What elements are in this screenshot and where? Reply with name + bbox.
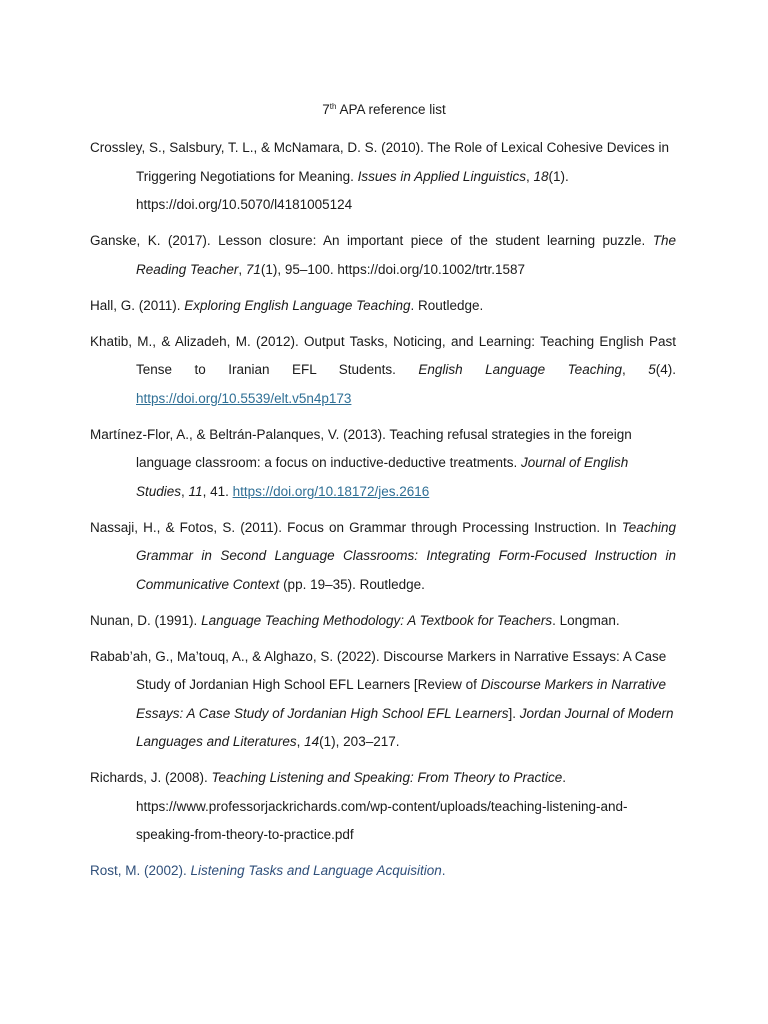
reference-entry-khatib <box>90 328 676 414</box>
title-prefix: 7 <box>322 102 330 117</box>
italic-text: Discourse Markers in Narrative Essays: A Case Study of Jordanian High School EFL Learners <box>136 677 666 721</box>
reference-entry-hall <box>90 292 676 321</box>
reference-entry-rababah <box>90 643 676 757</box>
italic-text: Teaching Listening and Speaking: From Theory to Practice <box>211 770 563 785</box>
reference-text: , <box>181 483 189 499</box>
reference-text: Richards, J. (2008). <box>90 770 212 785</box>
reference-text: . https://www.professorjackrichards.com/wp-content/uploads/teaching-listening-and-speaking-from-theory-to-practice.pdf <box>136 770 628 842</box>
reference-text: Rabab’ah, G., Ma’touq, A., & Alghazo, S. (2022). Discourse Markers in Narrative Essays: A Case Study of Jordanian High School EFL Learners [Review of <box>90 648 667 692</box>
italic-text: Teaching Grammar in Second Language Classrooms: Integrating Form-Focused Instruction in Communicative Context <box>136 519 676 592</box>
italic-text: Exploring English Language Teaching <box>184 297 411 313</box>
italic-text: English Language Teaching <box>418 362 622 377</box>
doi-link[interactable]: https://doi.org/10.18172/jes.2616 <box>232 483 430 499</box>
reference-entry-nassaji <box>90 514 676 600</box>
reference-text: (1), 95–100. https://doi.org/10.1002/trtr.1587 <box>260 261 526 277</box>
reference-text: Ganske, K. (2017). Lesson closure: An important piece of the student learning puzzle. <box>90 233 653 248</box>
reference-text: ]. <box>508 705 520 721</box>
reference-text: , <box>296 734 305 749</box>
italic-text: 5 <box>648 362 656 377</box>
reference-text: . Routledge. <box>410 297 484 313</box>
italic-text: Jordan Journal of Modern Languages and Literatures <box>136 705 674 749</box>
italic-text: 14 <box>304 734 320 749</box>
reference-text: , <box>238 261 246 277</box>
reference-text: Khatib, M., & Alizadeh, M. (2012). Output Tasks, Noticing, and Learning: Teaching English Past Tense to Iranian EFL Students. <box>90 333 676 377</box>
doi-link[interactable]: https://doi.org/10.5539/elt.v5n4p173 <box>136 390 352 406</box>
italic-text: Language Teaching Methodology: A Textbook for Teachers <box>201 612 553 628</box>
reference-text: , <box>621 362 649 377</box>
reference-text: Rost, M. (2002). <box>90 863 191 878</box>
italic-text: 18 <box>533 168 549 184</box>
reference-entry-crossley <box>90 134 676 220</box>
italic-text: Listening Tasks and Language Acquisition <box>190 863 442 878</box>
reference-text: Crossley, S., Salsbury, T. L., & McNamara, D. S. (2010). The Role of Lexical Cohesive Devices in Triggering Negotiations for Meaning. <box>90 140 669 184</box>
reference-list <box>90 134 676 893</box>
reference-text: , <box>525 168 534 184</box>
page-title <box>0 100 768 120</box>
italic-text: 71 <box>245 261 261 277</box>
reference-text: Nunan, D. (1991). <box>90 612 202 628</box>
reference-text: (1), 203–217. <box>319 734 400 749</box>
reference-text: (pp. 19–35). Routledge. <box>279 576 425 592</box>
reference-text: . <box>441 863 446 878</box>
reference-text: Hall, G. (2011). <box>90 297 185 313</box>
title-rest: APA reference list <box>336 102 446 117</box>
reference-text: (1). https://doi.org/10.5070/l4181005124 <box>136 168 569 212</box>
reference-entry-ganske <box>90 227 676 284</box>
reference-text: . Longman. <box>552 612 620 628</box>
reference-entry-rost <box>90 857 676 886</box>
italic-text: Issues in Applied Linguistics <box>357 168 526 184</box>
title-superscript: th <box>329 102 337 111</box>
reference-entry-nunan <box>90 607 676 636</box>
italic-text: Journal of English Studies <box>136 455 629 499</box>
reference-text: Nassaji, H., & Fotos, S. (2011). Focus on Grammar through Processing Instruction. In <box>90 519 622 535</box>
reference-text: Martínez-Flor, A., & Beltrán-Palanques, V. (2013). Teaching refusal strategies in the foreign language classroom: a focus on inductive-deductive treatments. <box>90 426 632 470</box>
italic-text: The Reading Teacher <box>136 233 676 277</box>
italic-text: 11 <box>188 483 203 499</box>
reference-entry-martinez <box>90 421 676 507</box>
reference-text: (4). <box>655 362 676 377</box>
reference-entry-richards <box>90 764 676 850</box>
reference-text: , 41. <box>202 483 233 499</box>
